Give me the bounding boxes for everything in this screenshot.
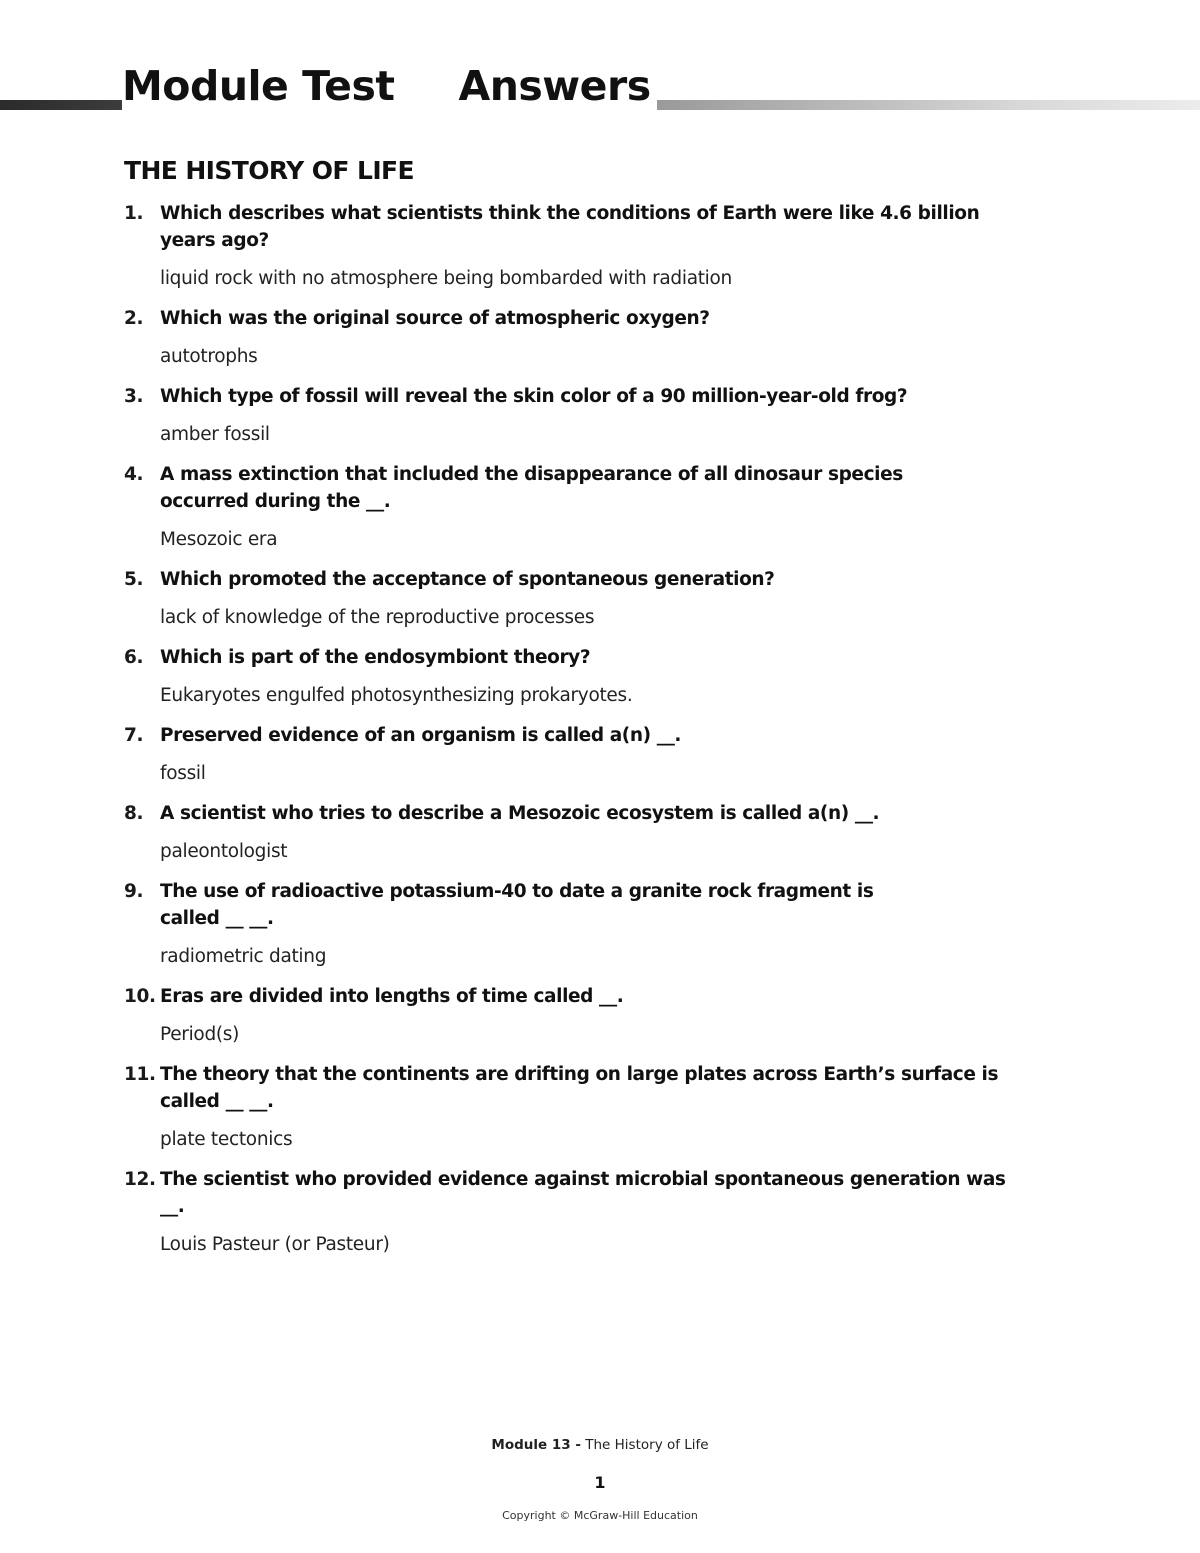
question-text: Which is part of the endosymbiont theory? xyxy=(160,647,591,668)
footer-module-label: Module 13 - xyxy=(491,1437,581,1453)
question-item xyxy=(124,878,1044,970)
question-number: 7. xyxy=(124,725,144,746)
question-number: 2. xyxy=(124,308,144,329)
question-text: Which promoted the acceptance of spontaneous generation? xyxy=(160,569,775,590)
page-number: 1 xyxy=(594,1473,606,1492)
answer-text: plate tectonics xyxy=(160,1129,293,1150)
answer-text: Eukaryotes engulfed photosynthesizing prokaryotes. xyxy=(160,685,633,706)
page-title-left: Module Test xyxy=(122,62,395,110)
footer-module-line xyxy=(0,1437,1200,1453)
question-text: Preserved evidence of an organism is called a(n) __. xyxy=(160,725,682,746)
question-item xyxy=(124,722,1044,787)
answer-text: Louis Pasteur (or Pasteur) xyxy=(160,1234,390,1255)
answer-text: radiometric dating xyxy=(160,946,327,967)
copyright-notice: Copyright © McGraw-Hill Education xyxy=(502,1509,698,1522)
question-number: 10. xyxy=(124,986,156,1007)
page-title-right: Answers xyxy=(458,62,651,110)
footer-module-title: The History of Life xyxy=(585,1437,709,1453)
answer-text: amber fossil xyxy=(160,424,270,445)
question-list xyxy=(124,200,1044,1271)
question-item xyxy=(124,383,1044,448)
question-number: 11. xyxy=(124,1064,156,1085)
answer-text: liquid rock with no atmosphere being bombarded with radiation xyxy=(160,268,732,289)
question-text: The use of radioactive potassium-40 to date a granite rock fragment is called __ __. xyxy=(160,881,874,929)
question-number: 4. xyxy=(124,464,144,485)
question-item xyxy=(124,566,1044,631)
answer-text: lack of knowledge of the reproductive processes xyxy=(160,607,595,628)
question-number: 3. xyxy=(124,386,144,407)
question-item xyxy=(124,1166,1044,1258)
question-text: The theory that the continents are drifting on large plates across Earth’s surface is called __ __. xyxy=(160,1064,999,1112)
question-item xyxy=(124,200,1044,292)
question-text: Which type of fossil will reveal the skin color of a 90 million-year-old frog? xyxy=(160,386,908,407)
question-number: 6. xyxy=(124,647,144,668)
question-item xyxy=(124,644,1044,709)
answer-text: Mesozoic era xyxy=(160,529,278,550)
question-number: 12. xyxy=(124,1169,156,1190)
question-item xyxy=(124,461,1044,553)
question-number: 9. xyxy=(124,881,144,902)
question-text: Which was the original source of atmospheric oxygen? xyxy=(160,308,710,329)
question-item xyxy=(124,1061,1044,1153)
question-item xyxy=(124,800,1044,865)
answer-text: Period(s) xyxy=(160,1024,240,1045)
answer-text: autotrophs xyxy=(160,346,258,367)
question-item xyxy=(124,305,1044,370)
question-number: 8. xyxy=(124,803,144,824)
question-number: 1. xyxy=(124,203,144,224)
question-number: 5. xyxy=(124,569,144,590)
question-text: Which describes what scientists think the conditions of Earth were like 4.6 billion years ago? xyxy=(160,203,980,251)
answer-text: fossil xyxy=(160,763,206,784)
question-text: The scientist who provided evidence against microbial spontaneous generation was __. xyxy=(160,1169,1006,1217)
answer-text: paleontologist xyxy=(160,841,288,862)
question-text: Eras are divided into lengths of time called __. xyxy=(160,986,624,1007)
question-text: A scientist who tries to describe a Mesozoic ecosystem is called a(n) __. xyxy=(160,803,880,824)
question-text: A mass extinction that included the disappearance of all dinosaur species occurred during the __. xyxy=(160,464,903,512)
question-item xyxy=(124,983,1044,1048)
page-title xyxy=(122,60,657,112)
section-heading: THE HISTORY OF LIFE xyxy=(124,156,415,185)
